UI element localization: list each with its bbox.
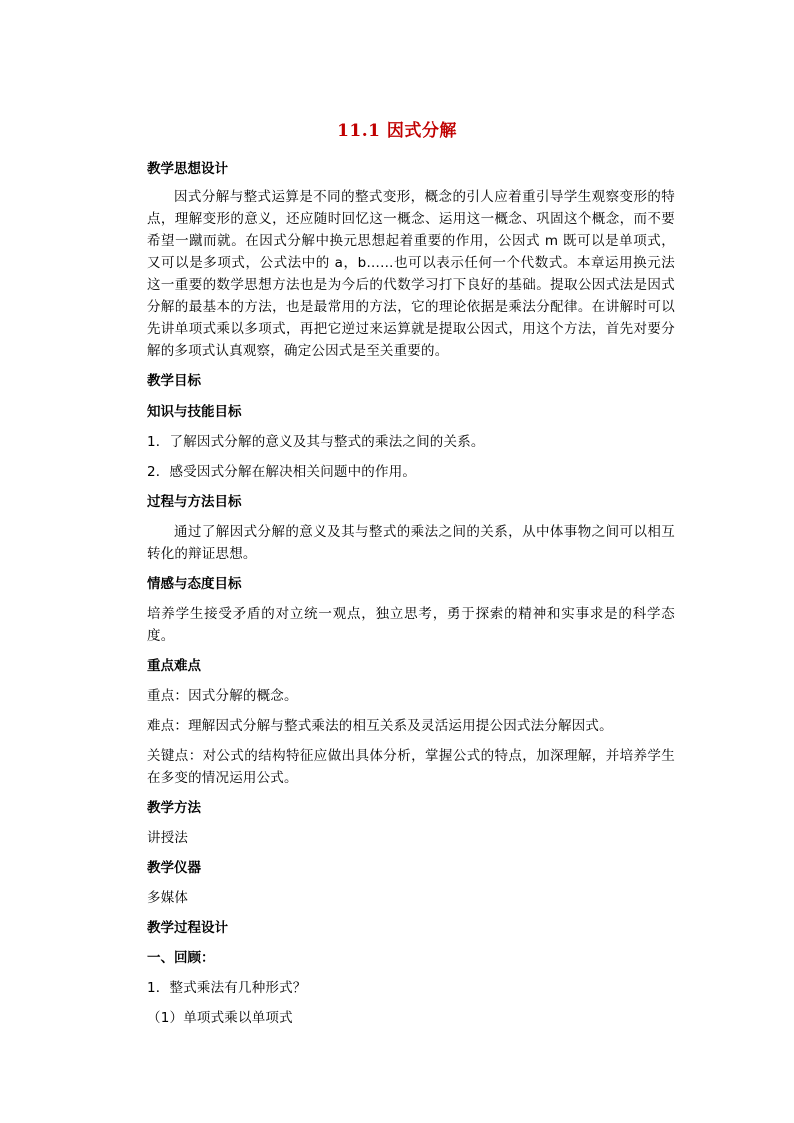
section-heading-key: 重点难点 (147, 658, 201, 674)
review-answer-1: （1）单项式乘以单项式 (147, 1010, 293, 1026)
document-body (147, 158, 675, 1029)
subheading-knowledge: 知识与技能目标 (147, 404, 242, 420)
design-paragraph: 因式分解与整式运算是不同的整式变形，概念的引人应着重引导学生观察变形的特点，理解变形的意义，还应随时回忆这一概念、运用这一概念、巩固这个概念，而不要希望一蹴而就。在因式分解中换元思想起着重要的作用，公因式 m 既可以是单项式，又可以是多项式，公式法中的 a，b……也可以表示任何一个代数式。本章运用换元法这一重要的数学思想方法也是为今后的代数学习打下良好的基础。提取公因式法是因式分解的最基本的方法，也是最常用的方法，它的理论依据是乘法分配律。在讲解时可以先讲单项式乘以多项式，再把它逆过来运算就是提取公因式，用这个方法，首先对要分解的多项式认真观察，确定公因式是至关重要的。 (147, 189, 675, 359)
subheading-process: 过程与方法目标 (147, 494, 242, 510)
process-paragraph: 通过了解因式分解的意义及其与整式的乘法之间的关系，从中体事物之间可以相互转化的辩证思想。 (147, 524, 675, 562)
document-title: 11.1 因式分解 (337, 121, 457, 141)
subheading-review: 一、回顾： (147, 950, 215, 966)
emotion-paragraph: 培养学生接受矛盾的对立统一观点，独立思考，勇于探索的精神和实事求是的科学态度。 (147, 606, 675, 644)
section-heading-method: 教学方法 (147, 800, 201, 816)
method-text: 讲授法 (147, 830, 189, 846)
review-question-1: 1．整式乘法有几种形式？ (147, 980, 307, 996)
section-heading-procedure: 教学过程设计 (147, 920, 228, 936)
crux-paragraph: 关键点：对公式的结构特征应做出具体分析，掌握公式的特点，加深理解，并培养学生在多变的情况运用公式。 (147, 748, 675, 786)
tools-text: 多媒体 (147, 890, 189, 906)
knowledge-item-1: 1．了解因式分解的意义及其与整式的乘法之间的关系。 (147, 434, 485, 450)
knowledge-item-2: 2．感受因式分解在解决相关问题中的作用。 (147, 464, 417, 480)
section-heading-goals: 教学目标 (147, 373, 201, 389)
key-point: 重点：因式分解的概念。 (147, 688, 298, 704)
section-heading-design: 教学思想设计 (147, 161, 228, 177)
subheading-emotion: 情感与态度目标 (147, 576, 242, 592)
section-heading-tools: 教学仪器 (147, 860, 201, 876)
difficult-point: 难点：理解因式分解与整式乘法的相互关系及灵活运用提公因式法分解因式。 (147, 718, 613, 734)
